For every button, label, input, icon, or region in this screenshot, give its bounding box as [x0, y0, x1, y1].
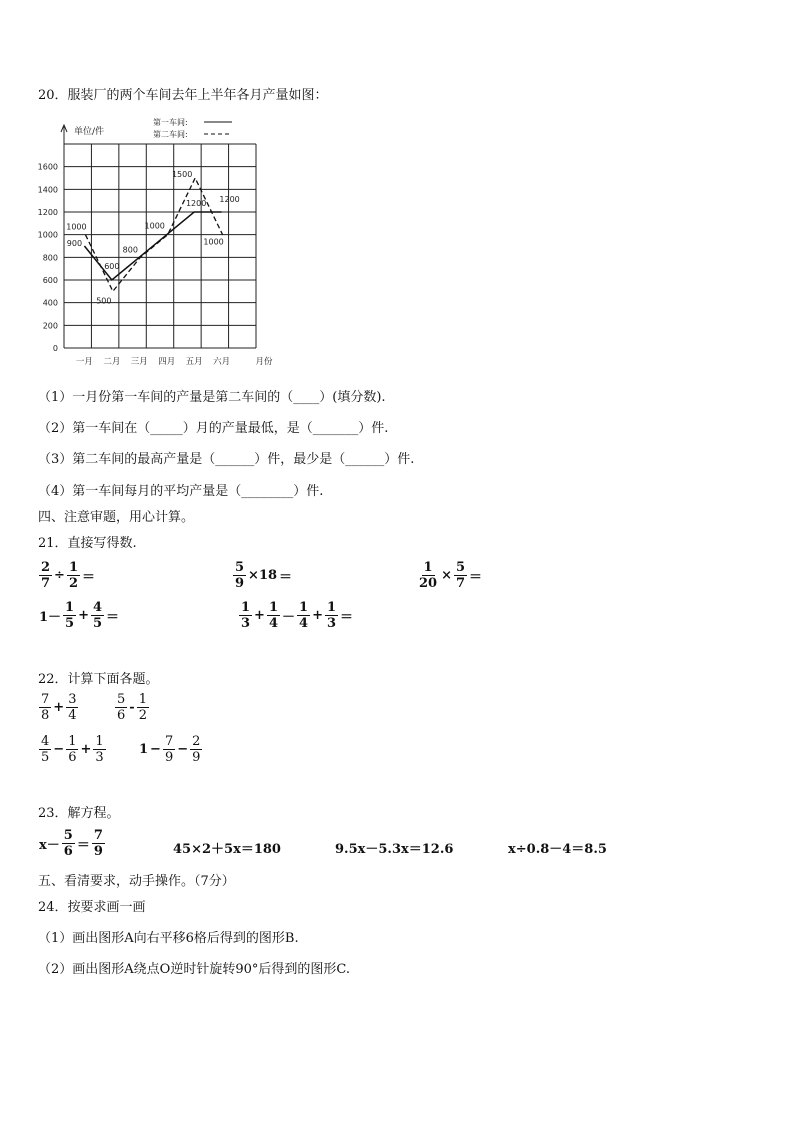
- fraction: $\frac{5}{6}$: [63, 828, 73, 859]
- q23-eq-4: x÷0.8－4＝8.5: [508, 842, 607, 857]
- fraction: $\frac{1}{5}$: [65, 600, 75, 631]
- q21-expr-5: $\frac{1}{3}$ + $\frac{1}{4}$ － $\frac{1}{4}$ + $\frac{1}{3}$ ＝: [241, 600, 354, 631]
- q24-title: 24．按要求画一画: [38, 900, 146, 915]
- legend-label: 第二车间:: [153, 130, 188, 139]
- fraction: $\frac{2}{7}$: [41, 560, 51, 591]
- fraction: $\frac{7}{8}$: [41, 692, 50, 723]
- data-label: 1000: [66, 222, 87, 232]
- y-tick-label: 600: [42, 276, 58, 285]
- q20-sub1: （1）一月份第一车间的产量是第二车间的（____）(填分数).: [38, 390, 386, 405]
- fraction: $\frac{7}{9}$: [164, 734, 174, 765]
- y-tick-label: 400: [42, 298, 58, 308]
- production-line-chart: [28, 112, 328, 374]
- q23-eq-1: x－ $\frac{5}{6}$ ＝ $\frac{7}{9}$: [39, 828, 103, 859]
- data-label: 1200: [185, 199, 207, 208]
- data-label: 1200: [219, 195, 240, 204]
- data-label: 1000: [203, 237, 224, 247]
- fraction: $\frac{5}{7}$: [456, 560, 466, 591]
- fraction: $\frac{1}{2}$: [68, 560, 78, 591]
- fraction: $\frac{5}{9}$: [235, 560, 245, 591]
- q21-title: 21．直接写得数.: [38, 536, 137, 551]
- fraction: $\frac{4}{5}$: [93, 600, 103, 631]
- data-label: 600: [104, 262, 120, 271]
- y-tick-label: 200: [42, 321, 58, 331]
- fraction: $\frac{1}{20}$: [419, 560, 438, 591]
- y-tick-label: 1000: [37, 230, 58, 240]
- q22-expr-4: 1 − $\frac{7}{9}$ − $\frac{2}{9}$: [139, 734, 201, 765]
- q23-title: 23．解方程。: [38, 806, 120, 821]
- x-tick-label: 五月: [185, 357, 203, 367]
- legend-label: 第一车间:: [153, 118, 188, 127]
- section5-title: 五、看清要求，动手操作。（7分）: [38, 874, 235, 889]
- y-axis-label: 单位/件: [74, 127, 105, 137]
- x-tick-label: 二月: [103, 357, 121, 367]
- q21-expr-4: 1－ $\frac{1}{5}$ + $\frac{4}{5}$ ＝: [39, 600, 120, 631]
- q23-eq-3: 9.5x－5.3x＝12.6: [335, 842, 454, 857]
- y-tick-label: 1600: [37, 162, 58, 172]
- data-label: 1000: [144, 221, 165, 231]
- q24-sub2: （2）画出图形A绕点O逆时针旋转90°后得到的图形C.: [38, 962, 350, 977]
- q20-sub4: （4）第一车间每月的平均产量是（________）件.: [38, 484, 324, 499]
- q22-expr-1: $\frac{7}{8}$ + $\frac{3}{4}$: [41, 692, 77, 723]
- x-tick-label: 六月: [213, 357, 231, 367]
- q21-expr-2: $\frac{5}{9}$ ×18 ＝: [235, 560, 293, 591]
- q20-title: 20．服装厂的两个车间去年上半年各月产量如图：: [38, 88, 328, 103]
- y-tick-label: 1400: [37, 185, 58, 195]
- x-tick-label: 四月: [158, 357, 176, 367]
- data-label: 800: [122, 245, 138, 255]
- fraction: $\frac{3}{4}$: [68, 692, 77, 723]
- fraction: $\frac{2}{9}$: [192, 734, 201, 765]
- q21-expr-3: $\frac{1}{20}$ × $\frac{5}{7}$ ＝: [419, 560, 483, 591]
- y-tick-label: 1200: [37, 208, 58, 217]
- x-tick-label: 一月: [75, 357, 93, 367]
- fraction: $\frac{1}{3}$: [95, 734, 104, 765]
- q22-expr-2: $\frac{5}{6}$ - $\frac{1}{2}$: [117, 692, 147, 723]
- q22-title: 22．计算下面各题。: [38, 672, 159, 687]
- data-label: 1500: [171, 170, 193, 179]
- q21-expr-1: $\frac{2}{7}$ ÷ $\frac{1}{2}$ ＝: [41, 560, 96, 591]
- fraction: $\frac{1}{3}$: [326, 600, 337, 631]
- fraction: $\frac{5}{6}$: [117, 692, 126, 723]
- fraction: $\frac{1}{6}$: [68, 734, 77, 765]
- x-axis-label: 月份: [255, 357, 273, 367]
- fraction: $\frac{1}{4}$: [299, 600, 309, 631]
- fraction: $\frac{1}{4}$: [268, 600, 278, 631]
- x-tick-label: 三月: [130, 357, 148, 367]
- fraction: $\frac{7}{9}$: [93, 828, 103, 859]
- fraction: $\frac{4}{5}$: [41, 734, 50, 765]
- section4-title: 四、注意审题，用心计算。: [38, 510, 195, 525]
- q22-expr-3: $\frac{4}{5}$ − $\frac{1}{6}$ + $\frac{1}{3}$: [41, 734, 104, 765]
- fraction: $\frac{1}{3}$: [241, 600, 251, 631]
- data-label: 500: [96, 296, 112, 306]
- q24-sub1: （1）画出图形A向右平移6格后得到的图形B.: [38, 931, 299, 946]
- y-tick-label: 800: [42, 253, 58, 263]
- fraction: $\frac{1}{2}$: [138, 692, 147, 723]
- y-tick-label: 0: [52, 344, 58, 353]
- q20-sub2: （2）第一车间在（_____）月的产量最低，是（_______）件.: [38, 421, 389, 436]
- q23-eq-2: 45×2＋5x＝180: [173, 842, 281, 857]
- data-label: 900: [66, 239, 83, 248]
- q20-sub3: （3）第二车间的最高产量是（______）件，最少是（______）件.: [38, 452, 415, 467]
